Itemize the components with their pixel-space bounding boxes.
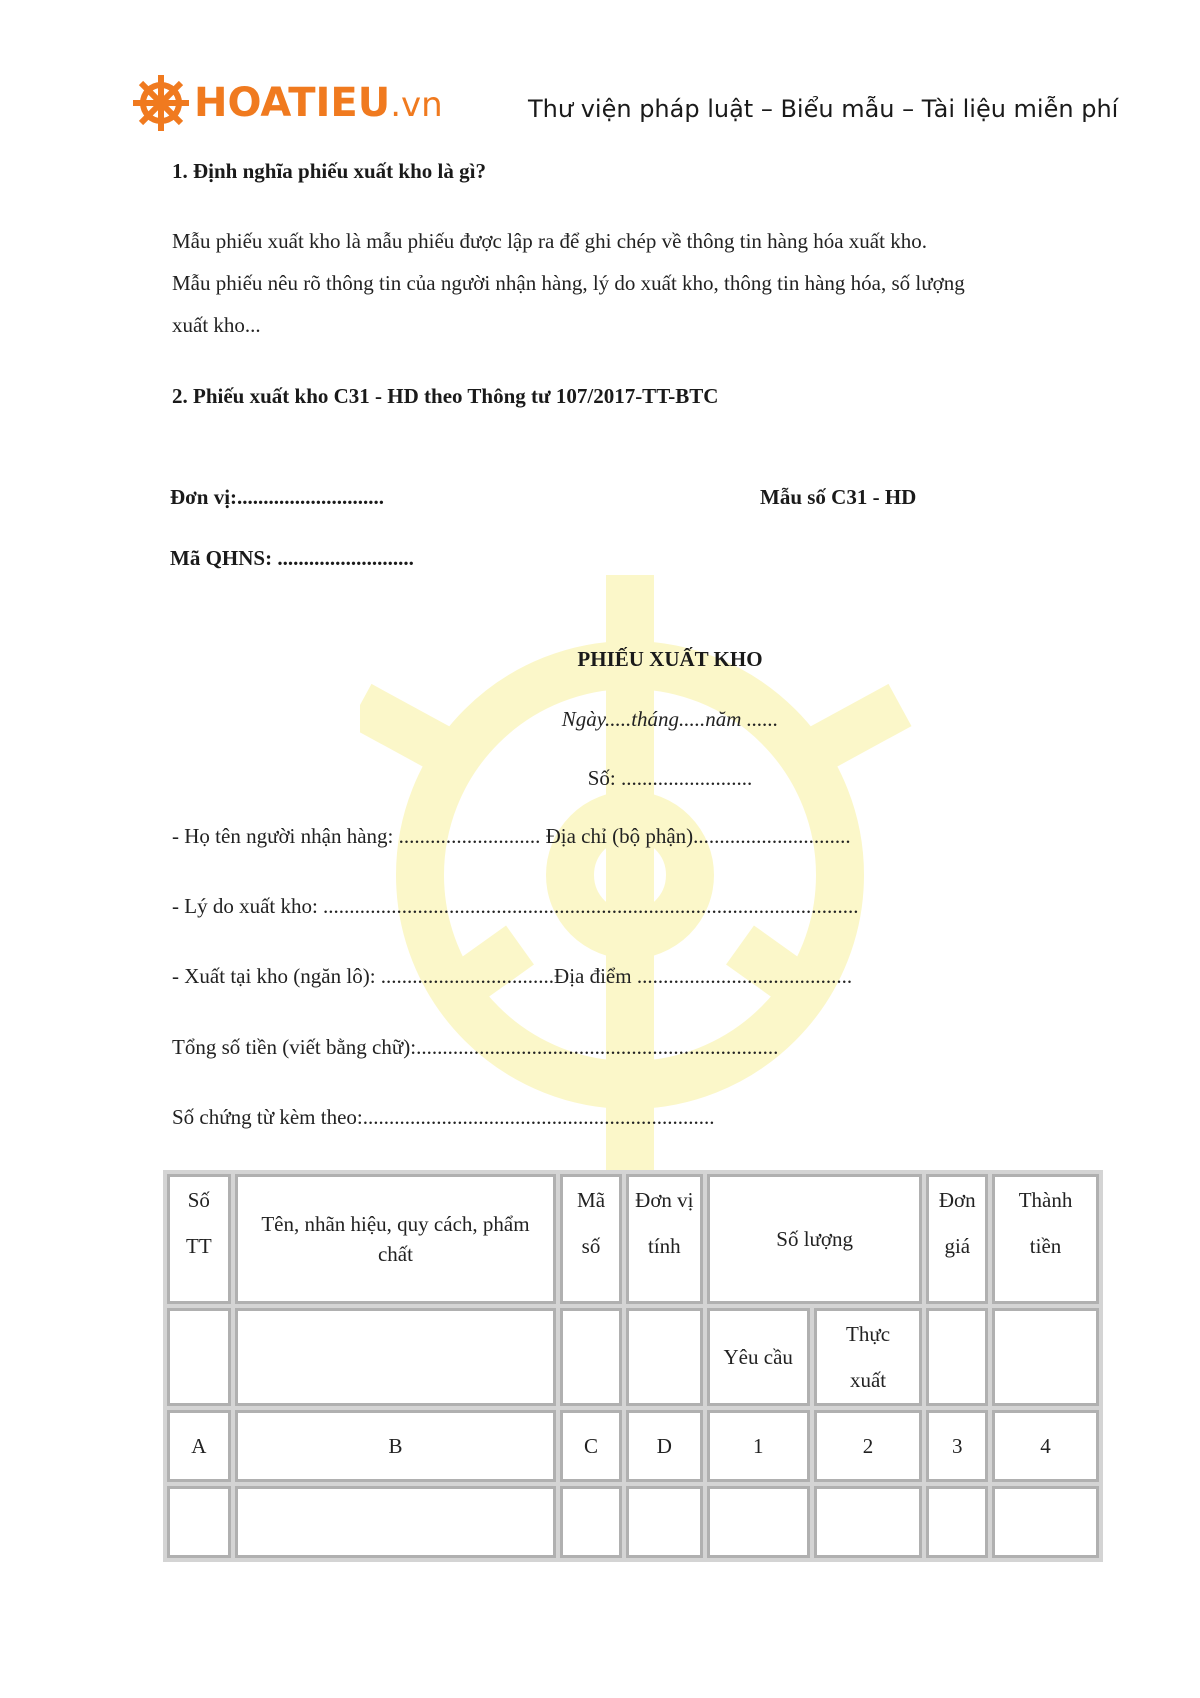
sub-header-cell <box>167 1308 231 1406</box>
empty-cell <box>707 1486 810 1558</box>
sub-header-cell <box>235 1308 557 1406</box>
empty-cell <box>167 1486 231 1558</box>
don-vi-field: Đơn vị:............................ <box>170 485 385 509</box>
empty-cell <box>814 1486 923 1558</box>
recipient-line: - Họ tên người nhận hàng: ........................... Địa chỉ (bộ phận).............................. <box>172 824 851 848</box>
reason-line: - Lý do xuất kho: ...................................................................................................... <box>172 894 859 918</box>
code-cell: B <box>235 1410 557 1482</box>
sub-header-cell <box>926 1308 988 1406</box>
sub-header-cell <box>560 1308 622 1406</box>
brand-logo[interactable] <box>130 68 443 138</box>
header-don-vi-tinh: Đơn vị tính <box>626 1174 703 1304</box>
header-name: Tên, nhãn hiệu, quy cách, phẩm chất <box>235 1174 557 1304</box>
code-cell: 2 <box>814 1410 923 1482</box>
form-title: PHIẾU XUẤT KHO <box>577 647 763 671</box>
code-cell: A <box>167 1410 231 1482</box>
ma-qhns-field: Mã QHNS: .......................... <box>170 546 414 570</box>
attached-docs-line: Số chứng từ kèm theo:................................................................... <box>172 1105 715 1129</box>
ship-wheel-icon <box>130 72 192 134</box>
header-don-gia: Đơn giá <box>926 1174 988 1304</box>
empty-cell <box>992 1486 1099 1558</box>
document-number: Số: ......................... <box>587 766 753 790</box>
header-ma-so: Mã số <box>560 1174 622 1304</box>
mau-so-label: Mẫu số C31 - HD <box>760 485 917 509</box>
total-words-line: Tổng số tiền (viết bằng chữ):..................................................................... <box>172 1035 779 1059</box>
header-thuc-xuat: Thực xuất <box>814 1308 923 1406</box>
section-1-heading: 1. Định nghĩa phiếu xuất kho là gì? <box>172 159 486 183</box>
code-cell: C <box>560 1410 622 1482</box>
paragraph-line-1: Mẫu phiếu xuất kho là mẫu phiếu được lập ra để ghi chép về thông tin hàng hóa xuất kho. <box>172 229 927 253</box>
goods-table <box>163 1170 1103 1562</box>
sub-header-cell <box>992 1308 1099 1406</box>
header-yeu-cau: Yêu cầu <box>707 1308 810 1406</box>
empty-cell <box>235 1486 557 1558</box>
code-cell: 1 <box>707 1410 810 1482</box>
code-cell: D <box>626 1410 703 1482</box>
paragraph-line-3: xuất kho... <box>172 313 261 337</box>
paragraph-line-2: Mẫu phiếu nêu rõ thông tin của người nhận hàng, lý do xuất kho, thông tin hàng hóa, số lượng <box>172 271 965 295</box>
empty-cell <box>926 1486 988 1558</box>
site-tagline: Thư viện pháp luật – Biểu mẫu – Tài liệu miễn phí <box>528 95 1119 123</box>
header-thanh-tien: Thành tiền <box>992 1174 1099 1304</box>
header-stt: Số TT <box>167 1174 231 1304</box>
empty-cell <box>626 1486 703 1558</box>
empty-cell <box>560 1486 622 1558</box>
code-cell: 4 <box>992 1410 1099 1482</box>
section-2-heading: 2. Phiếu xuất kho C31 - HD theo Thông tư 107/2017-TT-BTC <box>172 384 719 408</box>
location-line: - Xuất tại kho (ngăn lô): .................................Địa điểm ......................................... <box>172 964 853 988</box>
code-cell: 3 <box>926 1410 988 1482</box>
header-so-luong: Số lượng <box>707 1174 923 1304</box>
brand-name: HOATIEU.vn <box>194 80 443 126</box>
sub-header-cell <box>626 1308 703 1406</box>
date-line: Ngày.....tháng.....năm ...... <box>561 707 779 731</box>
